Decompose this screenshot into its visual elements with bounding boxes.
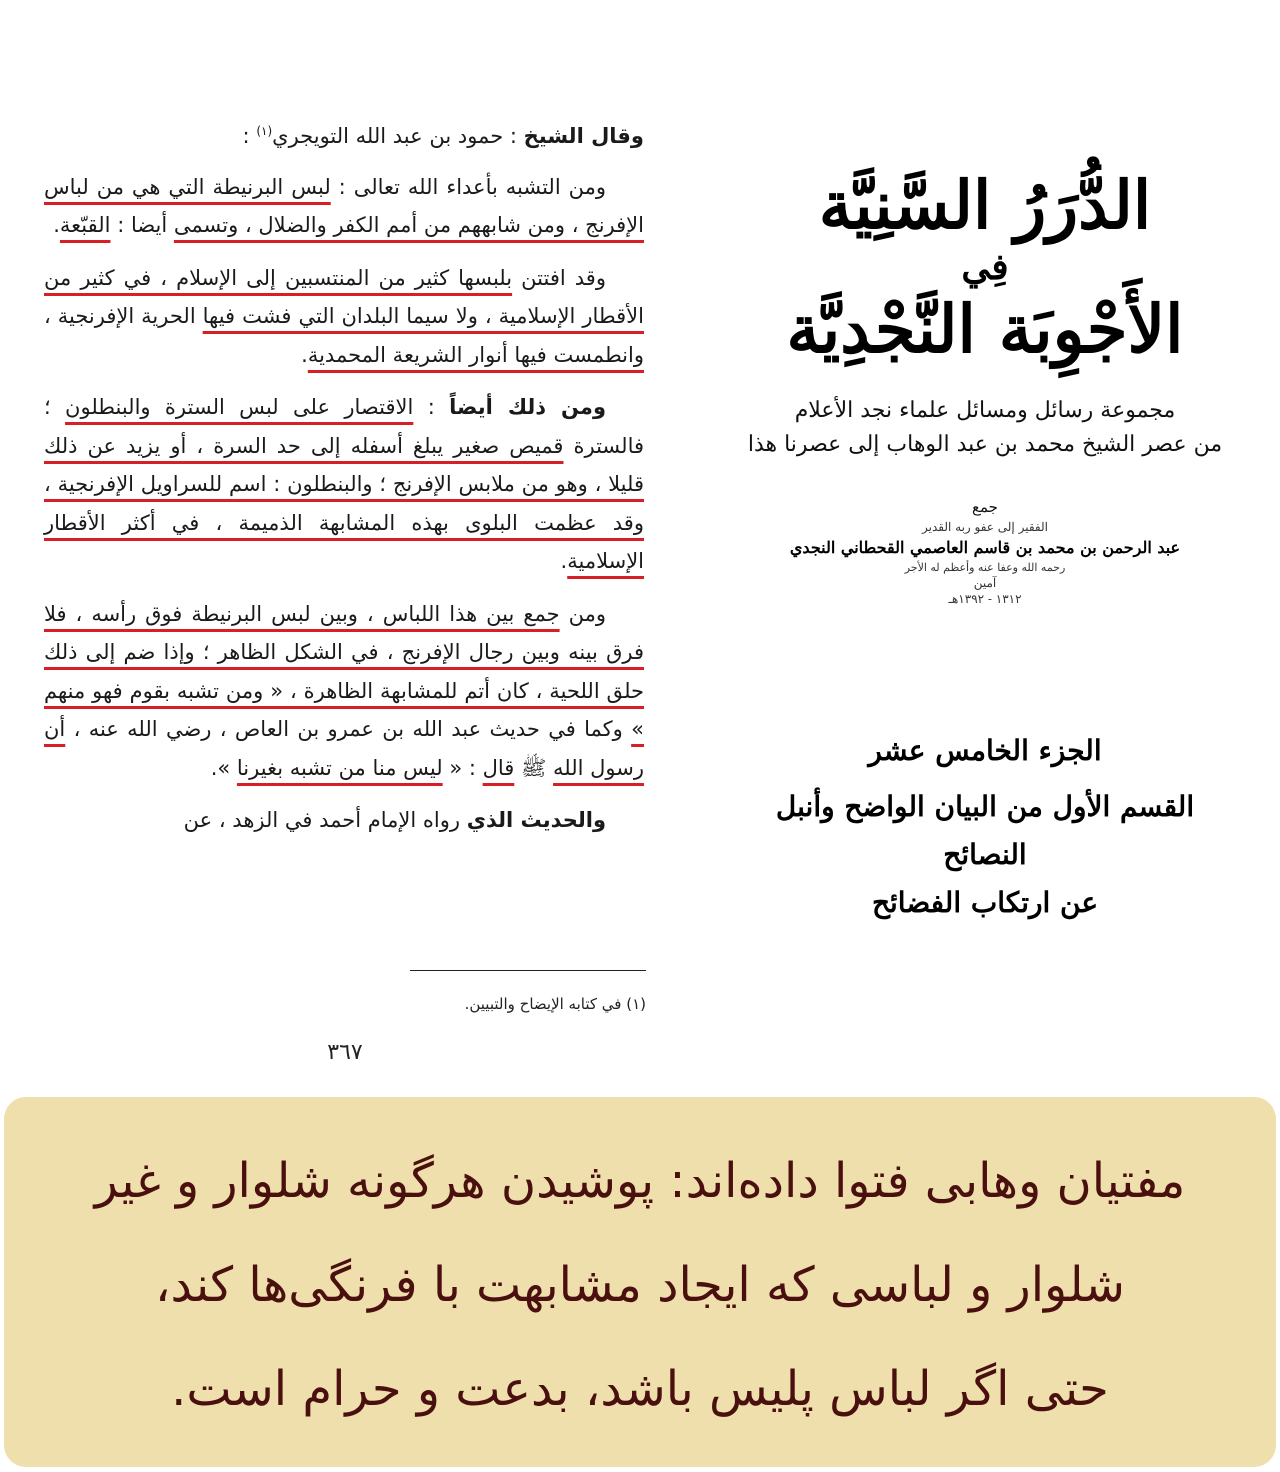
caption-line2: شلوار و لباسی که ایجاد مشابهت با فرنگی‌ها کند، (155, 1257, 1125, 1313)
paragraph-label: ومن ذلك أيضاً (449, 395, 606, 419)
section-title-line1: القسم الأول من البيان الواضح وأنبل النصائح (775, 790, 1195, 871)
text-span: وكما في حديث عبد الله بن عمرو بن العاص ، رضي الله عنه ، (65, 717, 632, 741)
compiler-name: عبد الرحمن بن محمد بن قاسم العاصمي القحطاني النجدي (789, 538, 1181, 557)
text-span: ». (210, 755, 237, 780)
underlined-span: قميص صغير يبلغ أسفله إلى حد السرة ، أو يزيد عن ذلك قليلا ، وهو من ملابس الإفرنج ؛ والبنطلون : اسم للسراويل الإفرنجية ، وقد عظمت البلوى بهذه المشابهة الذميمة ، في أكثر الأقطار الإسلامية (44, 433, 644, 573)
compiler-dua: رحمه الله وعفا عنه وأعظم له الأجر (904, 561, 1066, 574)
underlined-span: ليس منا من تشبه بغيرنا (236, 755, 443, 780)
text-span: الحرية الإفرنجية ، (44, 304, 203, 328)
underlined-span: بلبسها كثير من المنتسبين إلى الإسلام ، في كثير من الأقطار الإسلامية ، ولا سيما البلدان التي فشت فيها (44, 265, 644, 328)
volume-label: الجزء الخامس عشر (868, 734, 1102, 767)
text-span: . (301, 342, 308, 367)
compiled-by-label: جمع (972, 498, 998, 516)
page-number: ٣٦٧ (327, 1040, 363, 1065)
caption-line3: حتی اگر لباس پلیس باشد، بدعت و حرام است. (171, 1361, 1109, 1417)
book-subtitle (740, 394, 1230, 462)
text-span: ؛ فالسترة (44, 395, 645, 458)
caption-box (4, 1097, 1276, 1467)
book-title-fi: فِي (961, 246, 1009, 288)
book-title-line2: الأَجْوِبَة النَّجْدِيَّة (786, 290, 1184, 368)
book-title-line1: الدُّرَرُ السَّنِيَّة (818, 166, 1152, 244)
text-span: أيضا : (110, 213, 174, 237)
subtitle-line1: مجموعة رسائل ومسائل علماء نجد الأعلام (794, 398, 1176, 423)
text-span: . (53, 213, 60, 237)
paragraph-hat (44, 168, 644, 245)
footnote-ref: (١) (256, 124, 273, 138)
text-span: وقد افتتن (512, 265, 606, 290)
compiler-prefix: الفقير إلى عفو ربه القدير (922, 520, 1048, 534)
text-span: رواه الإمام أحمد في الزهد ، عن (183, 808, 467, 832)
footnote-divider (410, 970, 646, 971)
paragraph-label: والحديث الذي (466, 808, 606, 832)
paragraph-combination (44, 595, 644, 788)
subtitle-line2: من عصر الشيخ محمد بن عبد الوهاب إلى عصرنا هذا (747, 432, 1223, 457)
book-title-page (740, 160, 1230, 927)
intro-end: : (242, 124, 257, 148)
footnote: (١) في كتابه الإيضاح والتبيين. (464, 995, 646, 1013)
document-text-column (44, 112, 644, 854)
section-title (740, 783, 1230, 927)
intro-line (44, 112, 644, 156)
caption-line1: مفتیان وهابی فتوا داده‌اند: پوشیدن هرگونه شلوار و غیر (94, 1153, 1186, 1209)
text-span: ومن (559, 601, 606, 626)
paragraph-hadith (44, 801, 644, 840)
ameen: آمين (973, 576, 997, 590)
text-span: . (560, 549, 568, 573)
underlined-span: الاقتصار على لبس السترة والبنطلون (65, 395, 414, 419)
text-span: : (413, 395, 450, 419)
intro-text: : حمود بن عبد الله التويجري (272, 124, 524, 148)
underlined-span: أن رسول الله (44, 717, 644, 780)
underlined-span: وانطمست فيها أنوار الشريعة المحمدية (307, 342, 644, 367)
intro-label: وقال الشيخ (523, 124, 644, 148)
section-title-line2: عن ارتكاب الفضائح (871, 886, 1099, 919)
underlined-span: لبس البرنيطة التي هي من لباس الإفرنج ، ومن شابههم من أمم الكفر والضلال ، وتسمى (44, 174, 644, 237)
underlined-span: القبّعة (59, 213, 111, 237)
text-span: : « (442, 755, 483, 780)
compiler-years: ١٣١٢ - ١٣٩٢هـ (948, 592, 1022, 606)
paragraph-fitna (44, 259, 644, 375)
underlined-span: قال (482, 755, 515, 780)
paragraph-trousers (44, 388, 644, 581)
salawat-glyph: ﷺ (514, 755, 554, 780)
underlined-span: جمع بين هذا اللباس ، وبين لبس البرنيطة فوق رأسه ، فلا فرق بينه وبين رجال الإفرنج ، في الشكل الظاهر ؛ وإذا ضم إلى ذلك حلق اللحية ، كان أتم للمشابهة الظاهرة ، « ومن تشبه بقوم فهو منهم » (44, 601, 644, 741)
text-span: ومن التشبه بأعداء الله تعالى : (330, 174, 606, 199)
